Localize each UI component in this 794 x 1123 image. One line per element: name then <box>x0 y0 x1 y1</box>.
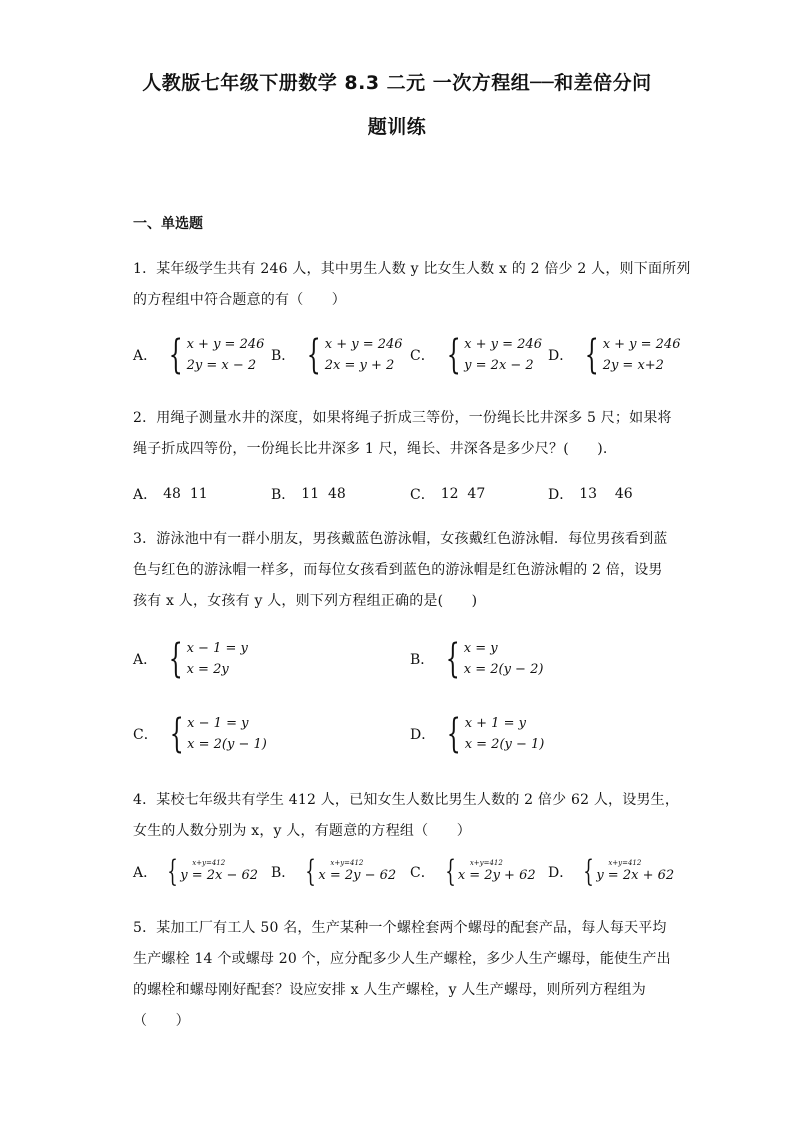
equation-small: x+y=412 <box>469 858 503 867</box>
equation: x = 2y + 62 <box>457 867 536 883</box>
page-title-line-1: 人教版七年级下册数学 8.3 二元 一次方程组──和差倍分问 <box>142 72 652 94</box>
brace-icon: { <box>305 854 317 889</box>
q3-option-c <box>133 713 267 755</box>
option-label: B． <box>410 652 435 668</box>
q3-text-line-2: 色与红色的游泳帽一样多，而每位女孩看到蓝色的游泳帽是红色游泳帽的 2 倍，设男 <box>133 562 663 578</box>
brace-icon: { <box>446 332 461 378</box>
q1-text-line-2: 的方程组中符合题意的有（ ） <box>133 292 346 308</box>
option-label: A． <box>133 348 158 364</box>
q2-text-line-1: 2．用绳子测量水井的深度，如果将绳子折成三等份，一份绳长比井深多 5 尺；如果将 <box>133 410 672 426</box>
q2-option-d <box>548 484 633 504</box>
q1-option-b <box>271 334 403 376</box>
q2-option-a <box>133 484 208 504</box>
q1-option-d <box>548 334 681 376</box>
q2-option-c <box>410 484 485 504</box>
q3-text-line-1: 3．游泳池中有一群小朋友，男孩戴蓝色游泳帽，女孩戴红色游泳帽．每位男孩看到蓝 <box>133 531 668 547</box>
q4-option-d <box>548 854 675 889</box>
equation: x = 2(y − 1) <box>464 737 545 752</box>
brace-icon: { <box>167 854 178 889</box>
option-label: B． <box>271 487 296 503</box>
q3-option-a <box>133 638 248 680</box>
q1-text-line-1: 1．某年级学生共有 246 人，其中男生人数 y 比女生人数 x 的 2 倍少 2 人，则下面所列 <box>133 261 691 277</box>
q3-option-b <box>410 638 543 680</box>
option-label: A． <box>133 865 158 881</box>
equation: x + y = 246 <box>602 337 681 352</box>
equation: x − 1 = y <box>186 641 248 656</box>
q4-option-b <box>271 854 397 889</box>
brace-icon: { <box>169 711 184 757</box>
equation: x + y = 246 <box>186 337 265 352</box>
q2-text-line-2: 绳子折成四等份，一份绳长比井深多 1 尺，绳长、井深各是多少尺？( ). <box>133 441 608 457</box>
option-label: C． <box>410 487 435 503</box>
option-label: D． <box>548 487 574 503</box>
equation: x = y <box>463 641 498 656</box>
q5-text-line-2: 生产螺栓 14 个或螺母 20 个，应分配多少人生产螺栓，多少人生产螺母，能使生产出 <box>133 951 671 967</box>
brace-icon: { <box>446 711 461 757</box>
page-title-line-2: 题训练 <box>367 116 427 138</box>
equation-small: x+y=412 <box>608 858 642 867</box>
equation: x = 2(y − 2) <box>463 662 544 677</box>
brace-icon: { <box>168 332 183 378</box>
equation: 2y = x − 2 <box>186 358 257 373</box>
q5-text-line-4: （ ） <box>133 1013 190 1029</box>
equation: x + y = 246 <box>324 337 403 352</box>
option-text: 13 46 <box>579 486 633 502</box>
equation: x + y = 246 <box>464 337 542 352</box>
equation: y = 2x + 62 <box>596 867 675 883</box>
option-label: C． <box>410 348 435 364</box>
brace-icon: { <box>583 854 595 889</box>
q3-text-line-3: 孩有 x 人，女孩有 y 人，则下列方程组正确的是( ) <box>133 593 478 609</box>
q5-text-line-1: 5．某加工厂有工人 50 名，生产某种一个螺栓套两个螺母的配套产品，每人每天平均 <box>133 920 667 936</box>
brace-icon: { <box>446 636 461 682</box>
equation-small: x+y=412 <box>330 858 364 867</box>
q5-text-line-3: 的螺栓和螺母刚好配套？设应安排 x 人生产螺栓，y 人生产螺母，则所列方程组为 <box>133 982 646 998</box>
option-label: B． <box>271 865 296 881</box>
equation: y = 2x − 2 <box>464 358 534 373</box>
option-label: C． <box>410 865 435 881</box>
q3-option-d <box>410 713 544 755</box>
brace-icon: { <box>168 636 183 682</box>
option-label: D． <box>548 348 574 364</box>
option-text: 12 47 <box>440 486 486 502</box>
equation: y = 2x − 62 <box>180 867 259 883</box>
option-label: A． <box>133 652 158 668</box>
q1-option-a <box>133 334 264 376</box>
q2-option-b <box>271 484 346 504</box>
option-label: D． <box>548 865 574 881</box>
q4-option-c <box>410 854 536 889</box>
equation: 2x = y + 2 <box>324 358 395 373</box>
brace-icon: { <box>584 332 599 378</box>
section-heading: 一、单选题 <box>133 216 203 232</box>
equation: x = 2(y − 1) <box>187 737 267 752</box>
option-text: 48 11 <box>163 486 208 502</box>
q1-option-c <box>410 334 542 376</box>
option-label: D． <box>410 727 436 743</box>
option-label: B． <box>271 348 296 364</box>
equation: x = 2y <box>186 662 229 677</box>
equation: x = 2y − 62 <box>318 867 397 883</box>
option-text: 11 48 <box>301 486 346 502</box>
brace-icon: { <box>307 332 322 378</box>
option-label: A． <box>133 487 158 503</box>
brace-icon: { <box>445 854 456 889</box>
q4-option-a <box>133 854 259 889</box>
equation: x − 1 = y <box>187 716 249 731</box>
option-label: C． <box>133 727 158 743</box>
equation-small: x+y=412 <box>192 858 226 867</box>
equation: 2y = x+2 <box>602 358 664 373</box>
q4-text-line-2: 女生的人数分别为 x，y 人，有题意的方程组（ ） <box>133 823 471 839</box>
q4-text-line-1: 4．某校七年级共有学生 412 人，已知女生人数比男生人数的 2 倍少 62 人，设男生， <box>133 792 680 808</box>
equation: x + 1 = y <box>464 716 526 731</box>
